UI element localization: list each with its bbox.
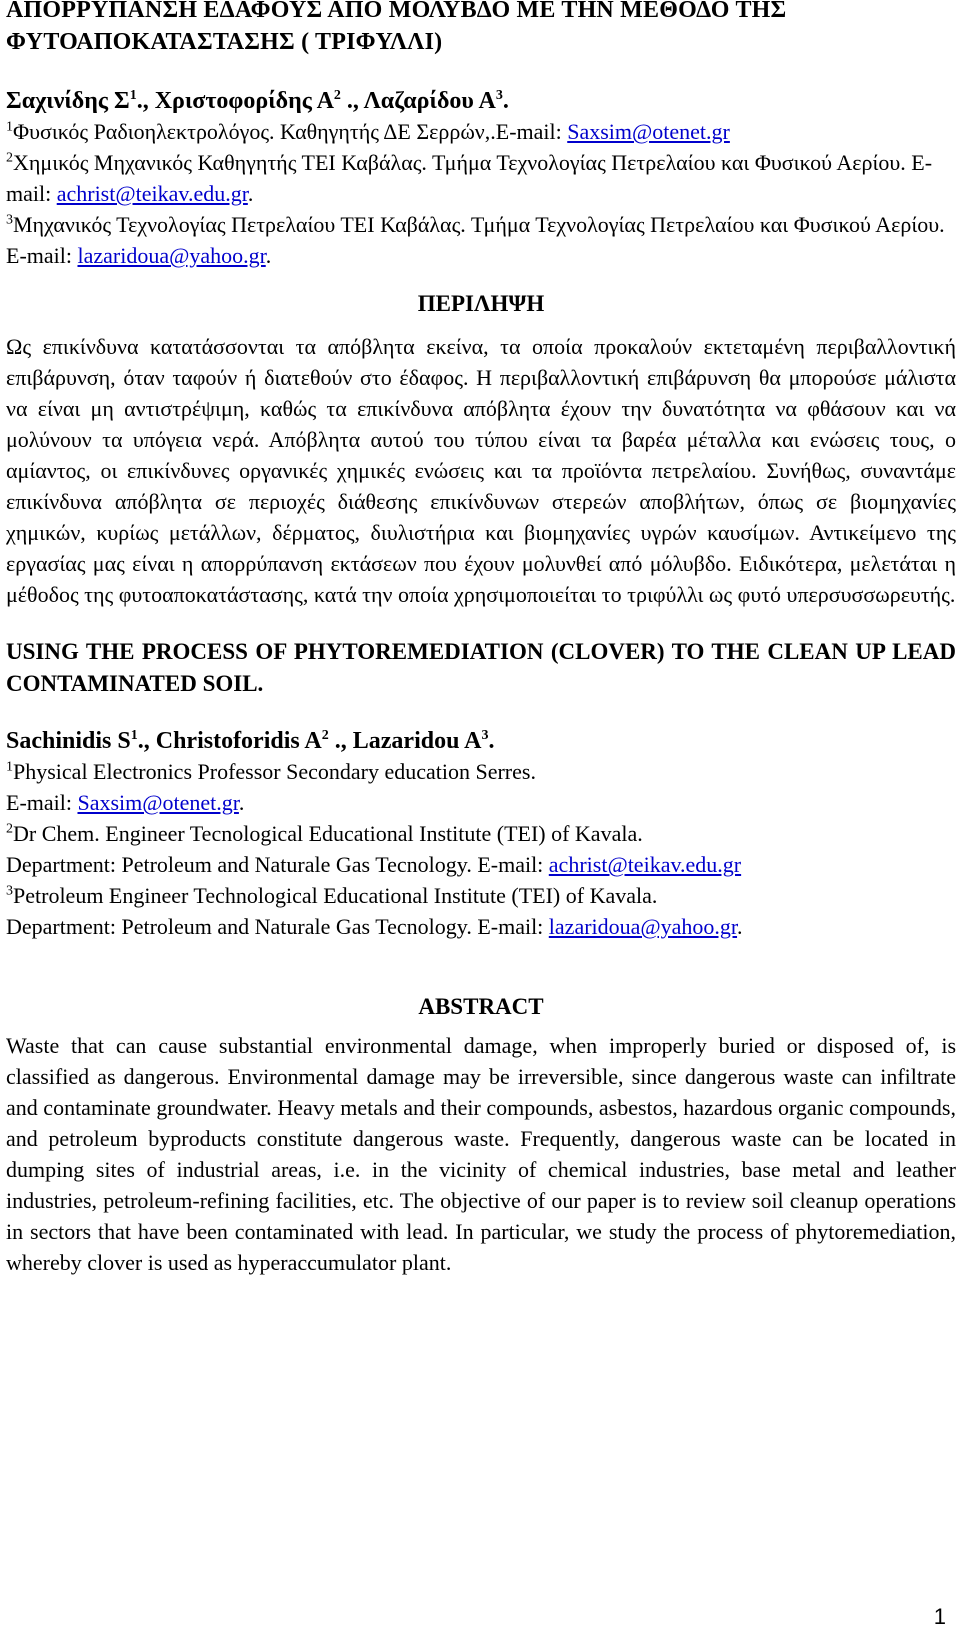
greek-authors (6, 86, 956, 116)
email-link[interactable]: achrist@teikav.edu.gr (56, 181, 248, 206)
author-sep: ., (137, 728, 156, 754)
affiliation-text: Physical Electronics Professor Secondary education Serres. (13, 759, 536, 784)
affiliation-3 (6, 880, 956, 911)
affiliation-after: . (737, 914, 743, 939)
author-sup: 3 (481, 728, 489, 743)
greek-affiliations (6, 116, 956, 271)
affiliation-text: Χημικός Μηχανικός Καθηγητής ΤΕΙ Καβάλας. Τμήμα Τεχνολογίας Πετρελαίου και Φυσικού Αερίου. E-mail: (6, 150, 933, 206)
affiliation-sup: 3 (6, 883, 13, 899)
affiliation-sup: 1 (6, 759, 13, 775)
page-number: 1 (933, 1604, 946, 1629)
affiliation-after: . (247, 181, 254, 206)
affiliation-sup: 2 (6, 821, 13, 837)
affiliation-line2: E-mail: (6, 790, 78, 815)
affiliation-3-email-line (6, 911, 956, 942)
affiliation-2-email-line (6, 849, 956, 880)
email-link[interactable]: Saxsim@otenet.gr (567, 119, 730, 144)
english-abstract-text: Waste that can cause substantial environmental damage, when improperly buried or disposed of, is classified as dangerous. Environmental damage may be irreversible, since dangerous waste can infiltrate and contaminate groundwater. Heavy metals and their compounds, asbestos, hazardous organic compounds, and petroleum byproducts constitute dangerous waste. Frequently, dangerous waste can be located in dumping sites of industrial areas, i.e. in the vicinity of chemical industries, base metal and leather industries, petroleum-refining facilities, etc. The objective of our paper is to review soil cleanup operations in sectors that have been contaminated with lead. In particular, we study the process of phytoremediation, whereby clover is used as hyperaccumulator plant. (6, 1033, 956, 1275)
affiliation-3 (6, 209, 956, 271)
greek-title: ΑΠΟΡΡΥΠΑΝΣΗ ΕΔΑΦΟΥΣ ΑΠΟ ΜΟΛΥΒΔΟ ΜΕ ΤΗΝ ΜΕΘΟΔΟ ΤΗΣ ΦΥΤΟΑΠΟΚΑΤΑΣΤΑΣΗΣ ( ΤΡΙΦΥΛΛΙ) (6, 0, 787, 55)
author-name: Λαζαρίδου Α (363, 88, 496, 114)
english-authors (6, 726, 956, 756)
affiliation-after: . (238, 790, 245, 815)
author-sep: . (502, 88, 509, 114)
affiliation-sup: 3 (6, 212, 13, 228)
author-name: Sachinidis S (6, 728, 131, 754)
author-sup: 3 (495, 88, 503, 103)
affiliation-sup: 1 (6, 119, 13, 135)
english-abstract-heading: ABSTRACT (418, 994, 544, 1019)
author-sep: ., (136, 88, 155, 114)
affiliation-line2: Department: Petroleum and Naturale Gas Tecnology. E-mail: (6, 914, 549, 939)
affiliation-text: Μηχανικός Τεχνολογίας Πετρελαίου ΤΕΙ Καβάλας. Τμήμα Τεχνολογίας Πετρελαίου και Φυσικού Αερίου. E-mail: (6, 212, 945, 268)
affiliation-2 (6, 147, 956, 209)
email-link[interactable]: lazaridoua@yahoo.gr (548, 914, 738, 939)
author-sep: ., (328, 728, 353, 754)
affiliation-1 (6, 116, 956, 147)
author-name: Χριστοφορίδης Α (154, 88, 334, 114)
affiliation-2 (6, 818, 956, 849)
author-sep: . (488, 728, 495, 754)
paper-page (6, 0, 956, 1278)
email-link[interactable]: lazaridoua@yahoo.gr (77, 243, 266, 268)
author-name: Σαχινίδης Σ (6, 88, 130, 114)
greek-abstract-heading: ΠΕΡΙΛΗΨΗ (417, 291, 545, 316)
email-link[interactable]: achrist@teikav.edu.gr (548, 852, 742, 877)
affiliation-after: . (265, 243, 272, 268)
email-link[interactable]: Saxsim@otenet.gr (77, 790, 239, 815)
english-affiliations (6, 756, 956, 942)
affiliation-text: Φυσικός Ραδιοηλεκτρολόγος. Καθηγητής ΔΕ Σερρών,.E-mail: (13, 119, 568, 144)
author-sup: 1 (130, 728, 138, 743)
affiliation-text: Dr Chem. Engineer Tecnological Educational Institute (TEI) of Kavala. (13, 821, 643, 846)
greek-abstract-text: Ως επικίνδυνα κατατάσσονται τα απόβλητα εκείνα, τα οποία προκαλούν εκτεταμένη περιβαλλοντική επιβάρυνση, όταν ταφούν ή διατεθούν στο έδαφος. Η περιβαλλοντική επιβάρυνση θα μπορούσε μάλιστα να είναι μη αντιστρέψιμη, καθώς τα επικίνδυνα απόβλητα έχουν την δυνατότητα να φθάσουν και να μολύνουν τα υπόγεια νερά. Απόβλητα αυτού του τύπου είναι τα βαρέα μέταλλα και ενώσεις τους, ο αμίαντος, οι επικίνδυνες οργανικές χημικές ενώσεις και τα προϊόντα πετρελαίου. Συνήθως, συναντάμε επικίνδυνα απόβλητα σε περιοχές διάθεσης επικίνδυνων στερεών αποβλήτων, όπως σε βιομηχανίες χημικών, κυρίως μετάλλων, δέρματος, διυλιστήρια και βιομηχανίες υγρών καυσίμων. Αντικείμενο της εργασίας μας είναι η απορρύπανση εκτάσεων που έχουν μολυνθεί από μόλυβδο. Ειδικότερα, μελετάται η μέθοδος της φυτοαποκατάστασης, κατά την οποία χρησιμοποιείται το τριφύλλι ως φυτό υπερσυσσωρευτής. (6, 334, 956, 607)
author-name: Lazaridou A (352, 728, 482, 754)
author-sup: 1 (129, 88, 137, 103)
english-title: USING THE PROCESS OF PHYTOREMEDIATION (CLOVER) TO THE CLEAN UP LEAD CONTAMINATED SOIL. (6, 639, 956, 696)
author-name: Christoforidis A (155, 728, 322, 754)
affiliation-sup: 2 (6, 150, 13, 166)
affiliation-1 (6, 756, 956, 787)
affiliation-text: Petroleum Engineer Technological Educational Institute (TEI) of Kavala. (13, 883, 658, 908)
author-sup: 2 (333, 88, 341, 103)
author-sep: ., (340, 88, 364, 114)
affiliation-line2: Department: Petroleum and Naturale Gas Tecnology. E-mail: (6, 852, 549, 877)
author-sup: 2 (321, 728, 329, 743)
affiliation-1-email-line (6, 787, 956, 818)
